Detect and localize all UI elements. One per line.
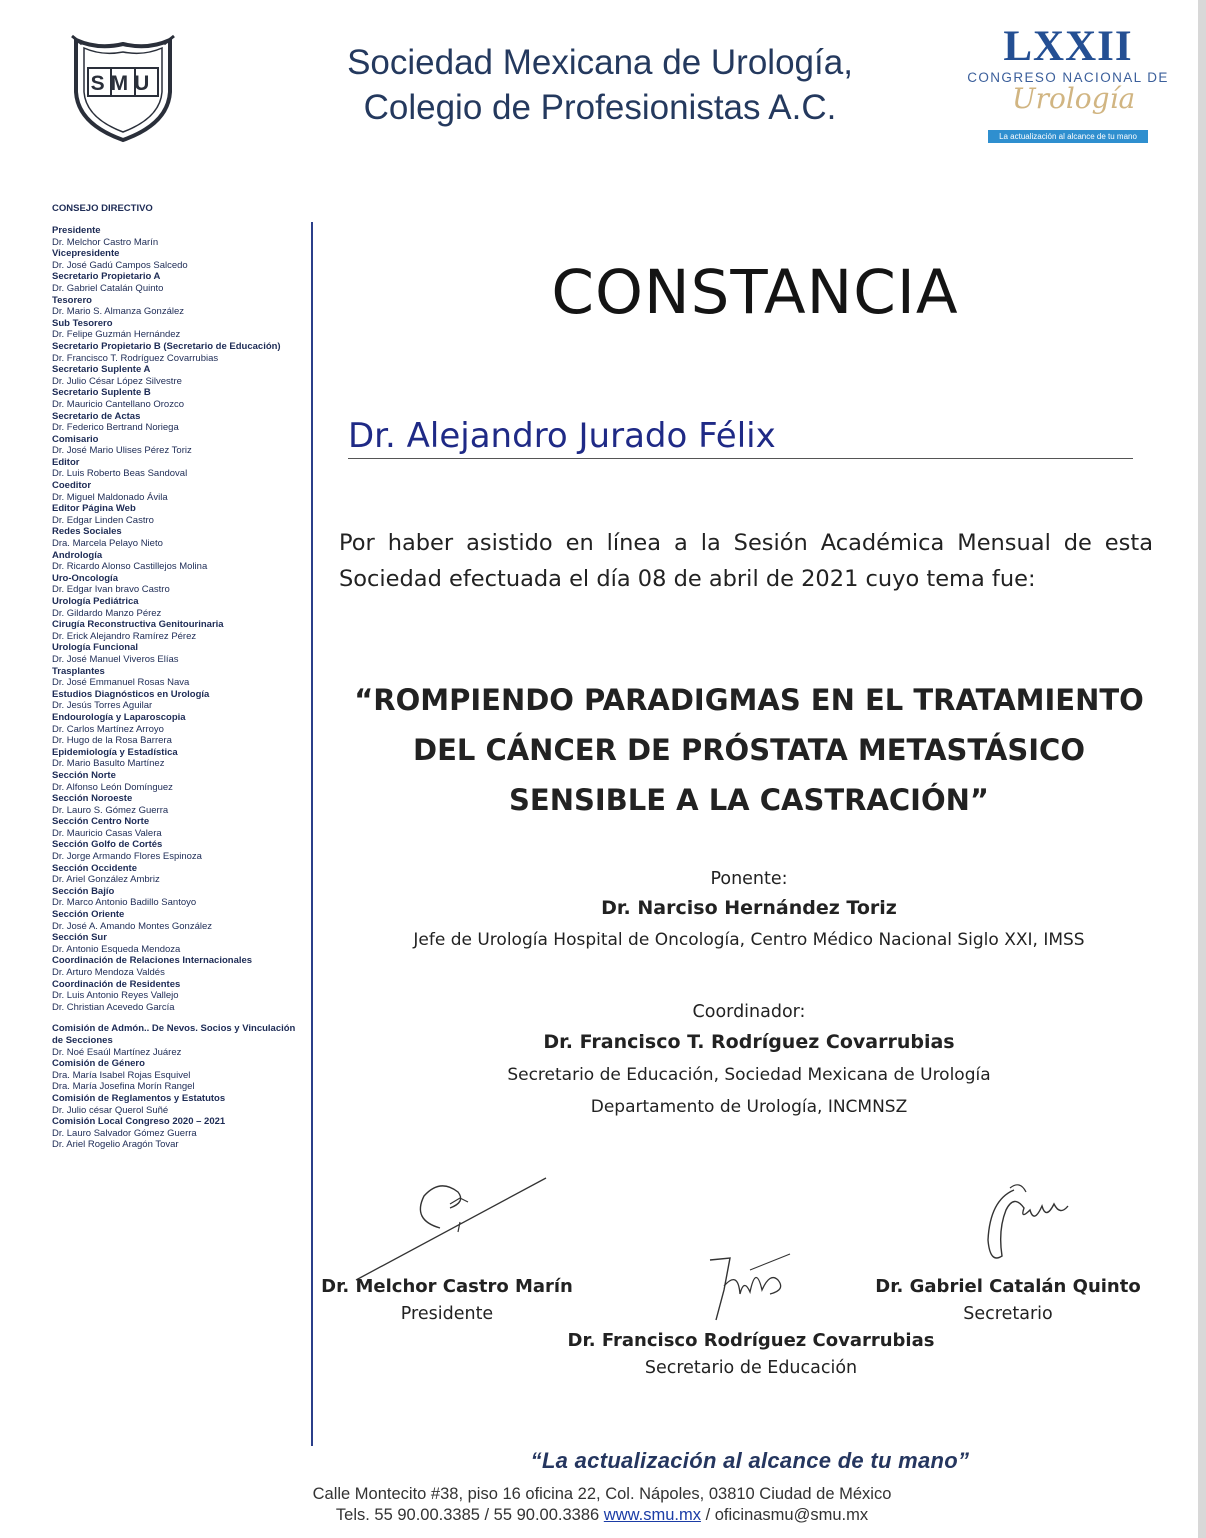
council-role-title: Secretario Suplente A	[52, 364, 151, 376]
certificate-title: CONSTANCIA	[551, 257, 959, 328]
council-role	[52, 295, 302, 318]
council-role-title: Secretario Propietario B (Secretario de Educación)	[52, 340, 281, 352]
council-member-name: Dr. Hugo de la Rosa Barrera	[52, 735, 172, 747]
council-role-title: Redes Sociales	[52, 526, 122, 538]
congress-tagline: La actualización al alcance de tu mano	[988, 130, 1148, 143]
footer-address: Calle Montecito #38, piso 16 oficina 22, Col. Nápoles, 03810 Ciudad de México	[312, 1485, 892, 1503]
council-member-name: Dr. Ariel González Ambriz	[52, 874, 160, 886]
council-member-name: Dr. Noé Esaúl Martínez Juárez	[52, 1046, 182, 1058]
footer-address-block	[262, 1484, 942, 1526]
council-role	[52, 793, 302, 816]
council-role	[52, 271, 302, 294]
council-member-name: Dra. María Josefina Morín Rangel	[52, 1081, 195, 1093]
council-member-name: Dra. María Isabel Rojas Esquivel	[52, 1069, 191, 1081]
website-link[interactable]: www.smu.mx	[603, 1506, 701, 1524]
council-role	[52, 770, 302, 793]
session-topic	[330, 675, 1168, 825]
society-name-line1: Sociedad Mexicana de Urología,	[347, 43, 853, 82]
council-role	[52, 863, 302, 886]
council-member-name: Dr. Antonio Esqueda Mendoza	[52, 943, 181, 955]
council-role-title: Comisario	[52, 433, 99, 445]
council-role-title: Secretario Propietario A	[52, 271, 161, 283]
council-member-name: Dr. Julio césar Querol Suñé	[52, 1104, 169, 1116]
council-role-title: Sección Golfo de Cortés	[52, 839, 163, 851]
congress-subtitle: CONGRESO NACIONAL DE	[967, 70, 1169, 85]
council-role-title: Urología Pediátrica	[52, 596, 139, 607]
topic-line3: SENSIBLE A LA CASTRACIÓN”	[509, 783, 989, 817]
council-role-title: Epidemiología y Estadística	[52, 746, 178, 758]
council-role	[52, 526, 302, 549]
attendance-statement: Por haber asistido en línea a la Sesión Académica Mensual de esta Sociedad efectuada el día 08 de abril de 2021 cuyo tema fue:	[339, 530, 1153, 592]
president-signature-block	[312, 1274, 582, 1328]
council-role	[52, 666, 302, 689]
council-member-name: Dr. Luis Antonio Reyes Vallejo	[52, 990, 179, 1002]
council-role-title: Comisión Local Congreso 2020 – 2021	[52, 1116, 226, 1128]
council-member-name: Dr. Marco Antonio Badillo Santoyo	[52, 897, 197, 909]
council-role	[52, 550, 302, 573]
council-role-title: Coordinación de Relaciones Internacionales	[52, 955, 253, 967]
coordinator-section	[330, 999, 1168, 1123]
council-role-title: Comisión de Admón.. De Nevos. Socios y Vinculación de Secciones	[52, 1023, 296, 1046]
speaker-section	[330, 866, 1168, 956]
coordinator-name: Dr. Francisco T. Rodríguez Covarrubias	[543, 1031, 955, 1053]
footer-email[interactable]: / oficinasmu@smu.mx	[705, 1506, 869, 1524]
council-role-title: Sección Bajío	[52, 885, 115, 897]
speaker-label: Ponente:	[710, 869, 788, 889]
council-member-name: Dr. Melchor Castro Marín	[52, 236, 159, 248]
council-member-name: Dr. Mauricio Casas Valera	[52, 827, 162, 839]
council-role	[52, 839, 302, 862]
council-role-title: Coeditor	[52, 480, 92, 492]
council-role-title: Comisión de Género	[52, 1058, 145, 1070]
council-role	[52, 909, 302, 932]
council-role	[52, 886, 302, 909]
council-member-name: Dr. Christian Acevedo García	[52, 1001, 175, 1013]
council-role-title: Andrología	[52, 549, 103, 561]
council-member-name: Dr. José Manuel Viveros Elías	[52, 653, 179, 665]
council-role-title: Uro-Oncología	[52, 572, 118, 584]
council-role-title: Sección Centro Norte	[52, 816, 150, 828]
society-name-line2: Colegio de Profesionistas A.C.	[363, 88, 837, 127]
council-role	[52, 1116, 302, 1151]
council-member-name: Dr. Arturo Mendoza Valdés	[52, 967, 165, 978]
council-role-title: Estudios Diagnósticos en Urología	[52, 688, 210, 700]
smu-logo-text: SMU	[90, 72, 156, 95]
council-role	[52, 364, 302, 387]
council-role	[52, 225, 302, 248]
council-member-name: Dr. Alfonso León Domínguez	[52, 781, 173, 793]
council-member-name: Dr. Ricardo Alonso Castillejos Molina	[52, 561, 208, 573]
council-role	[52, 434, 302, 457]
council-role-title: Sección Occidente	[52, 862, 138, 874]
council-member-name: Dr. Gildardo Manzo Pérez	[52, 607, 162, 619]
council-member-name: Dr. José Gadú Campos Salcedo	[52, 259, 188, 271]
council-member-name: Dr. Francisco T. Rodríguez Covarrubias	[52, 352, 219, 364]
council-member-name: Dra. Marcela Pelayo Nieto	[52, 538, 163, 550]
council-role	[52, 248, 302, 271]
council-member-name: Dr. Miguel Maldonado Ávila	[52, 491, 168, 503]
council-member-name: Dr. Lauro S. Gómez Guerra	[52, 804, 169, 816]
council-role	[52, 318, 302, 341]
council-role-title: Editor	[52, 456, 80, 468]
secretary-role: Secretario	[963, 1304, 1053, 1324]
council-role	[52, 816, 302, 839]
council-role-title: Secretario Suplente B	[52, 387, 151, 399]
council-role	[52, 596, 302, 619]
council-role	[52, 747, 302, 770]
footer-phones: Tels. 55 90.00.3385 / 55 90.00.3386	[335, 1506, 600, 1524]
council-member-name: Dr. Jesús Torres Aguilar	[52, 700, 153, 712]
council-role	[52, 387, 302, 410]
council-role-title: Trasplantes	[52, 665, 105, 677]
council-member-name: Dr. Edgar Linden Castro	[52, 514, 154, 526]
council-role-title: Sección Sur	[52, 932, 107, 944]
council-role-title: Sección Oriente	[52, 909, 125, 921]
president-role: Presidente	[400, 1304, 494, 1324]
topic-line1: “ROMPIENDO PARADIGMAS EN EL TRATAMIENTO	[354, 683, 1144, 717]
council-role	[52, 573, 302, 596]
council-role	[52, 1093, 302, 1116]
coordinator-label: Coordinador:	[692, 1002, 806, 1022]
council-role	[52, 1023, 302, 1058]
speaker-name: Dr. Narciso Hernández Toriz	[601, 897, 897, 919]
council-role	[52, 341, 302, 364]
council-member-name: Dr. Felipe Guzmán Hernández	[52, 329, 181, 341]
council-member-name: Dr. José Mario Ulises Pérez Toriz	[52, 445, 192, 457]
council-member-name: Dr. Gabriel Catalán Quinto	[52, 282, 164, 294]
council-role	[52, 955, 302, 978]
council-role-title: Vicepresidente	[52, 248, 120, 260]
council-member-name: Dr. Edgar Ivan bravo Castro	[52, 584, 170, 596]
council-member-name: Dr. Julio César López Silvestre	[52, 375, 182, 387]
smu-shield-logo	[68, 32, 178, 144]
council-role	[52, 411, 302, 434]
council-member-name: Dr. Lauro Salvador Gómez Guerra	[52, 1127, 197, 1139]
congress-script: Urología	[1012, 82, 1136, 115]
council-role	[52, 932, 302, 955]
footer-motto: “La actualización al alcance de tu mano”	[530, 1448, 970, 1473]
council-role-title: Editor Página Web	[52, 503, 136, 515]
congress-logo	[962, 23, 1174, 151]
council-member-name: Dr. José Emmanuel Rosas Nava	[52, 677, 190, 689]
council-role	[52, 642, 302, 665]
secretary-signature	[980, 1180, 1080, 1270]
council-role	[52, 1058, 302, 1093]
president-signature	[350, 1168, 560, 1288]
council-role-title: Secretario de Actas	[52, 410, 141, 422]
education-secretary-role: Secretario de Educación	[644, 1358, 858, 1378]
education-secretary-name: Dr. Francisco Rodríguez Covarrubias	[567, 1330, 935, 1351]
coordinator-affiliation2: Departamento de Urología, INCMNSZ	[590, 1097, 908, 1117]
council-role-title: Urología Funcional	[52, 642, 139, 654]
topic-line2: DEL CÁNCER DE PRÓSTATA METASTÁSICO	[413, 733, 1085, 767]
council-member-name: Dr. Mauricio Cantellano Orozco	[52, 398, 184, 410]
council-role	[52, 457, 302, 480]
council-member-name: Dr. Mario S. Almanza González	[52, 306, 184, 318]
council-role-title: Sub Tesorero	[52, 317, 113, 329]
council-member-name: Dr. Mario Basulto Martínez	[52, 758, 165, 770]
page-edge	[1198, 0, 1206, 1538]
council-member-name: Dr. Carlos Martínez Arroyo	[52, 723, 164, 735]
council-roles-list	[52, 225, 302, 1151]
council-role-title: Coordinación de Residentes	[52, 978, 181, 990]
council-role-title: Sección Noroeste	[52, 793, 133, 805]
council-role-title: Endourología y Laparoscopia	[52, 711, 186, 723]
council-sidebar	[52, 203, 302, 1151]
council-member-name: Dr. José A. Amando Montes González	[52, 920, 213, 932]
council-role-title: Comisión de Reglamentos y Estatutos	[52, 1092, 226, 1104]
council-role	[52, 480, 302, 503]
council-role-title: Cirugía Reconstructiva Genitourinaria	[52, 619, 224, 631]
speaker-affiliation: Jefe de Urología Hospital de Oncología, Centro Médico Nacional Siglo XXI, IMSS	[413, 930, 1085, 950]
footer-contact	[262, 1505, 942, 1526]
council-role-title: Presidente	[52, 225, 101, 236]
recipient-name: Dr. Alejandro Jurado Félix	[348, 416, 1133, 459]
council-role	[52, 712, 302, 747]
president-name: Dr. Melchor Castro Marín	[321, 1276, 573, 1297]
education-secretary-signature	[690, 1250, 800, 1330]
secretary-signature-block	[872, 1274, 1144, 1328]
council-role-title: Sección Norte	[52, 769, 116, 781]
council-member-name: Dr. Federico Bertrand Noriega	[52, 422, 179, 434]
coordinator-affiliation1: Secretario de Educación, Sociedad Mexicana de Urología	[507, 1065, 991, 1085]
council-member-name: Dr. Luis Roberto Beas Sandoval	[52, 468, 188, 480]
congress-number: LXXII	[1003, 23, 1133, 70]
council-role	[52, 619, 302, 642]
council-member-name: Dr. Jorge Armando Flores Espinoza	[52, 851, 202, 863]
society-name	[240, 40, 960, 130]
vertical-divider	[311, 222, 313, 1446]
secretary-name: Dr. Gabriel Catalán Quinto	[875, 1276, 1141, 1297]
council-member-name: Dr. Ariel Rogelio Aragón Tovar	[52, 1139, 179, 1151]
council-member-name: Dr. Erick Alejandro Ramírez Pérez	[52, 630, 197, 642]
education-secretary-block	[565, 1328, 937, 1382]
council-role	[52, 503, 302, 526]
council-role	[52, 689, 302, 712]
council-role-title: Tesorero	[52, 294, 92, 306]
council-title: CONSEJO DIRECTIVO	[52, 203, 153, 214]
council-role	[52, 979, 302, 1014]
